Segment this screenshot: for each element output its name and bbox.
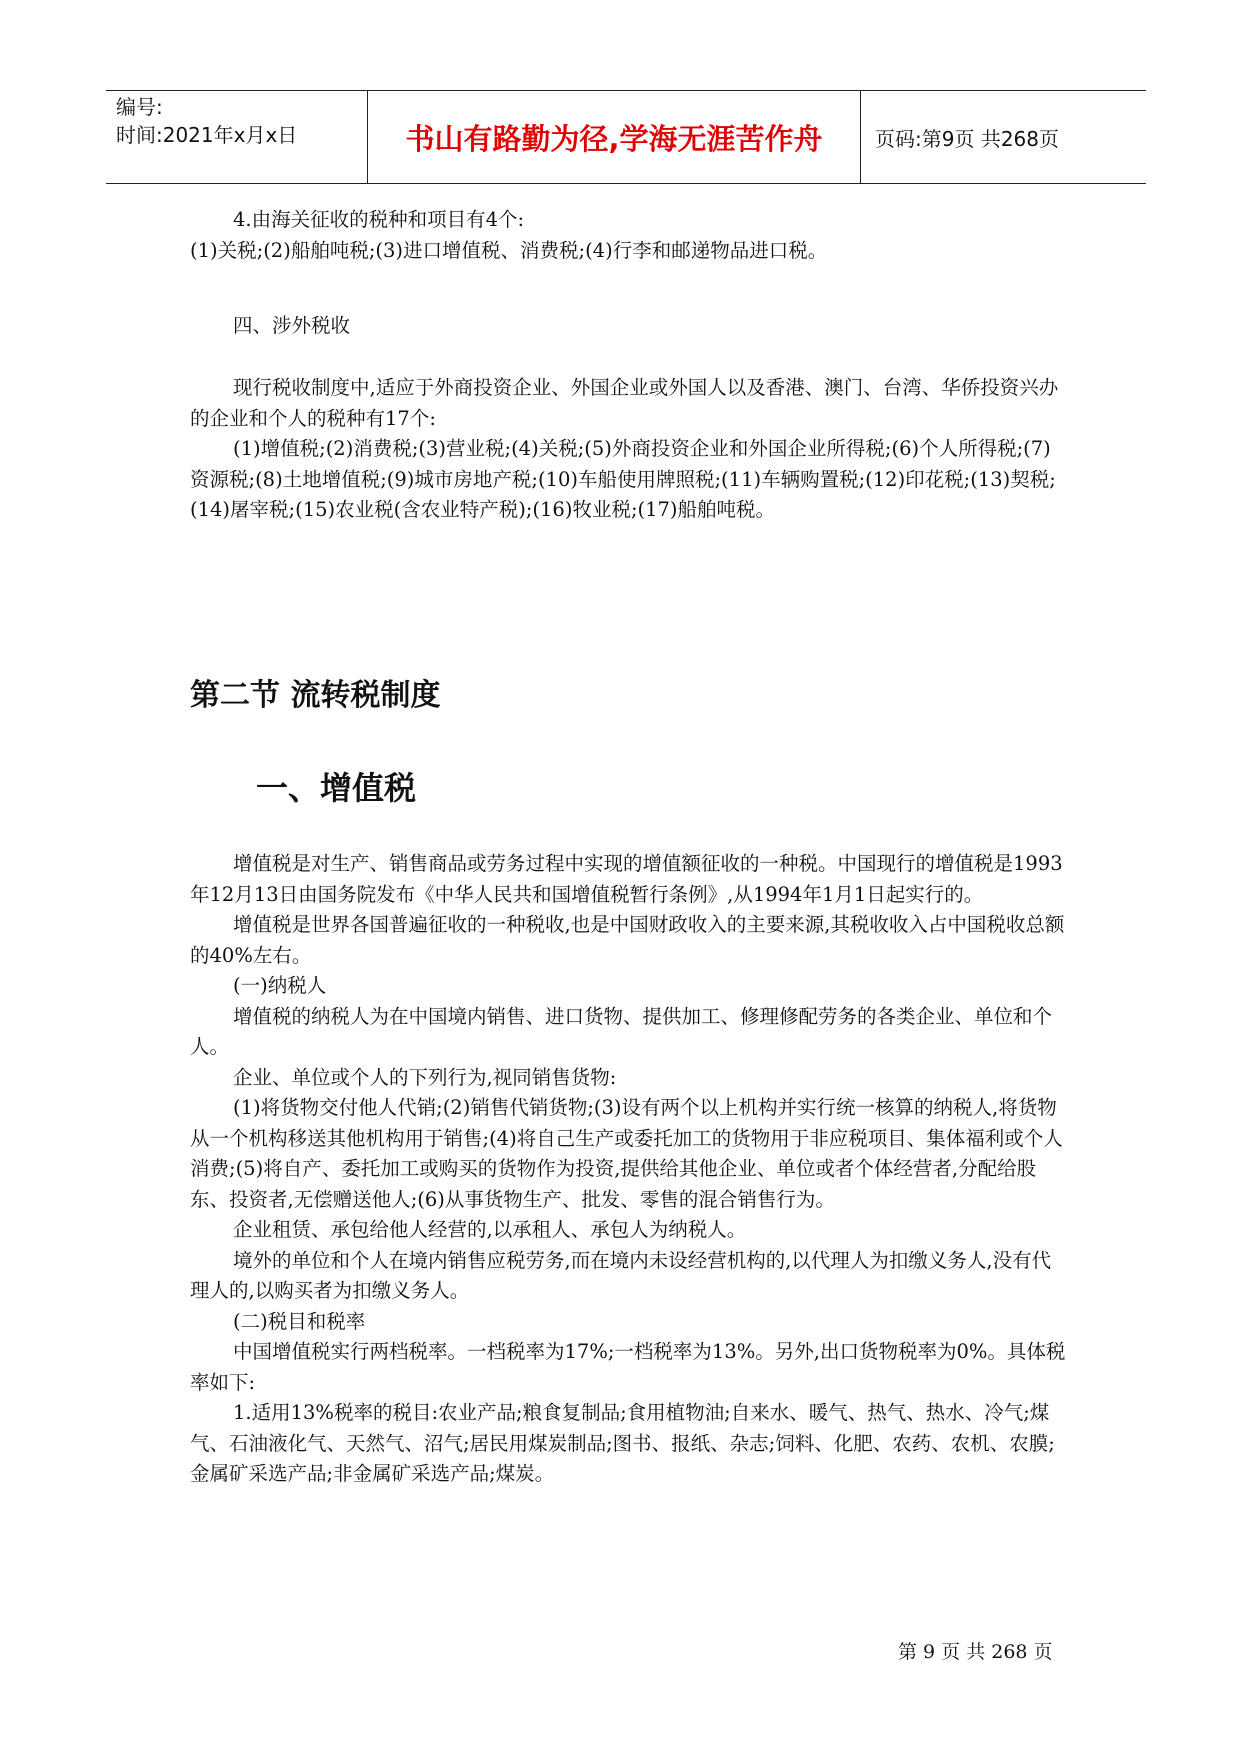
header-page-label: 页码:第9页 共268页 bbox=[875, 126, 1059, 151]
customs-intro: 4.由海关征收的税种和项目有4个: bbox=[233, 208, 525, 231]
foreign-block bbox=[190, 373, 1070, 526]
subsection-title: 一、增值税 bbox=[256, 769, 417, 807]
foreign-list: (1)增值税;(2)消费税;(3)营业税;(4)关税;(5)外商投资企业和外国企业所得税;(6)个人所得税;(7)资源税;(8)土地增值税;(9)城市房地产税;(10)车船使用牌照税;(11)车辆购置税;(12)印花税;(13)契税;(14)屠宰税;(15)农业税(含农业特产税);(16)牧业税;(17)船舶吨税。 bbox=[190, 437, 1056, 521]
header-meta bbox=[106, 91, 368, 183]
foreign-intro: 现行税收制度中,适应于外商投资企业、外国企业或外国人以及香港、澳门、台湾、华侨投资兴办的企业和个人的税种有17个: bbox=[190, 376, 1059, 430]
heading-four: 四、涉外税收 bbox=[233, 314, 351, 337]
vat-heading-rates: (二)税目和税率 bbox=[233, 1309, 366, 1333]
vat-paragraph: 中国增值税实行两档税率。一档税率为17%;一档税率为13%。另外,出口货物税率为0%。具体税率如下: bbox=[190, 1340, 1066, 1394]
page-footer: 第 9 页 共 268 页 bbox=[898, 1641, 1053, 1663]
vat-paragraph: 境外的单位和个人在境内销售应税劳务,而在境内未设经营机构的,以代理人为扣缴义务人,没有代理人的,以购买者为扣缴义务人。 bbox=[190, 1248, 1052, 1302]
vat-paragraph: 增值税的纳税人为在中国境内销售、进口货物、提供加工、修理修配劳务的各类企业、单位和个人。 bbox=[190, 1004, 1053, 1058]
time-label: 时间:2021年x月x日 bbox=[116, 123, 298, 147]
header-motto: 书山有路勤为径,学海无涯苦作舟 bbox=[368, 91, 861, 183]
heading-four-block bbox=[190, 311, 1070, 342]
customs-block bbox=[190, 205, 1070, 266]
vat-block bbox=[190, 849, 1070, 1490]
vat-paragraph: 企业、单位或个人的下列行为,视同销售货物: bbox=[233, 1065, 617, 1089]
customs-list: (1)关税;(2)船舶吨税;(3)进口增值税、消费税;(4)行李和邮递物品进口税。 bbox=[190, 238, 828, 262]
vat-paragraph: (1)将货物交付他人代销;(2)销售代销货物;(3)设有两个以上机构并实行统一核算的纳税人,将货物从一个机构移送其他机构用于销售;(4)将自己生产或委托加工的货物用于非应税项目、集体福利或个人消费;(5)将自产、委托加工或购买的货物作为投资,提供给其他企业、单位或者个体经营者,分配给股东、投资者,无偿赠送他人;(6)从事货物生产、批发、零售的混合销售行为。 bbox=[190, 1096, 1063, 1211]
page-header bbox=[106, 90, 1146, 184]
vat-paragraph: 增值税是对生产、销售商品或劳务过程中实现的增值额征收的一种税。中国现行的增值税是1993年12月13日由国务院发布《中华人民共和国增值税暂行条例》,从1994年1月1日起实行的。 bbox=[190, 852, 1063, 906]
vat-paragraph: 企业租赁、承包给他人经营的,以承租人、承包人为纳税人。 bbox=[233, 1218, 747, 1241]
vat-heading-taxpayer: (一)纳税人 bbox=[233, 974, 327, 997]
vat-paragraph: 1.适用13%税率的税目:农业产品;粮食复制品;食用植物油;自来水、暖气、热气、热水、冷气;煤气、石油液化气、天然气、沼气;居民用煤炭制品;图书、报纸、杂志;饲料、化肥、农药、农机、农膜;金属矿采选产品;非金属矿采选产品;煤炭。 bbox=[190, 1401, 1055, 1485]
number-label: 编号: bbox=[116, 95, 163, 119]
vat-paragraph: 增值税是世界各国普遍征收的一种税收,也是中国财政收入的主要来源,其税收收入占中国税收总额的40%左右。 bbox=[190, 913, 1065, 967]
section-title: 第二节 流转税制度 bbox=[190, 678, 441, 713]
